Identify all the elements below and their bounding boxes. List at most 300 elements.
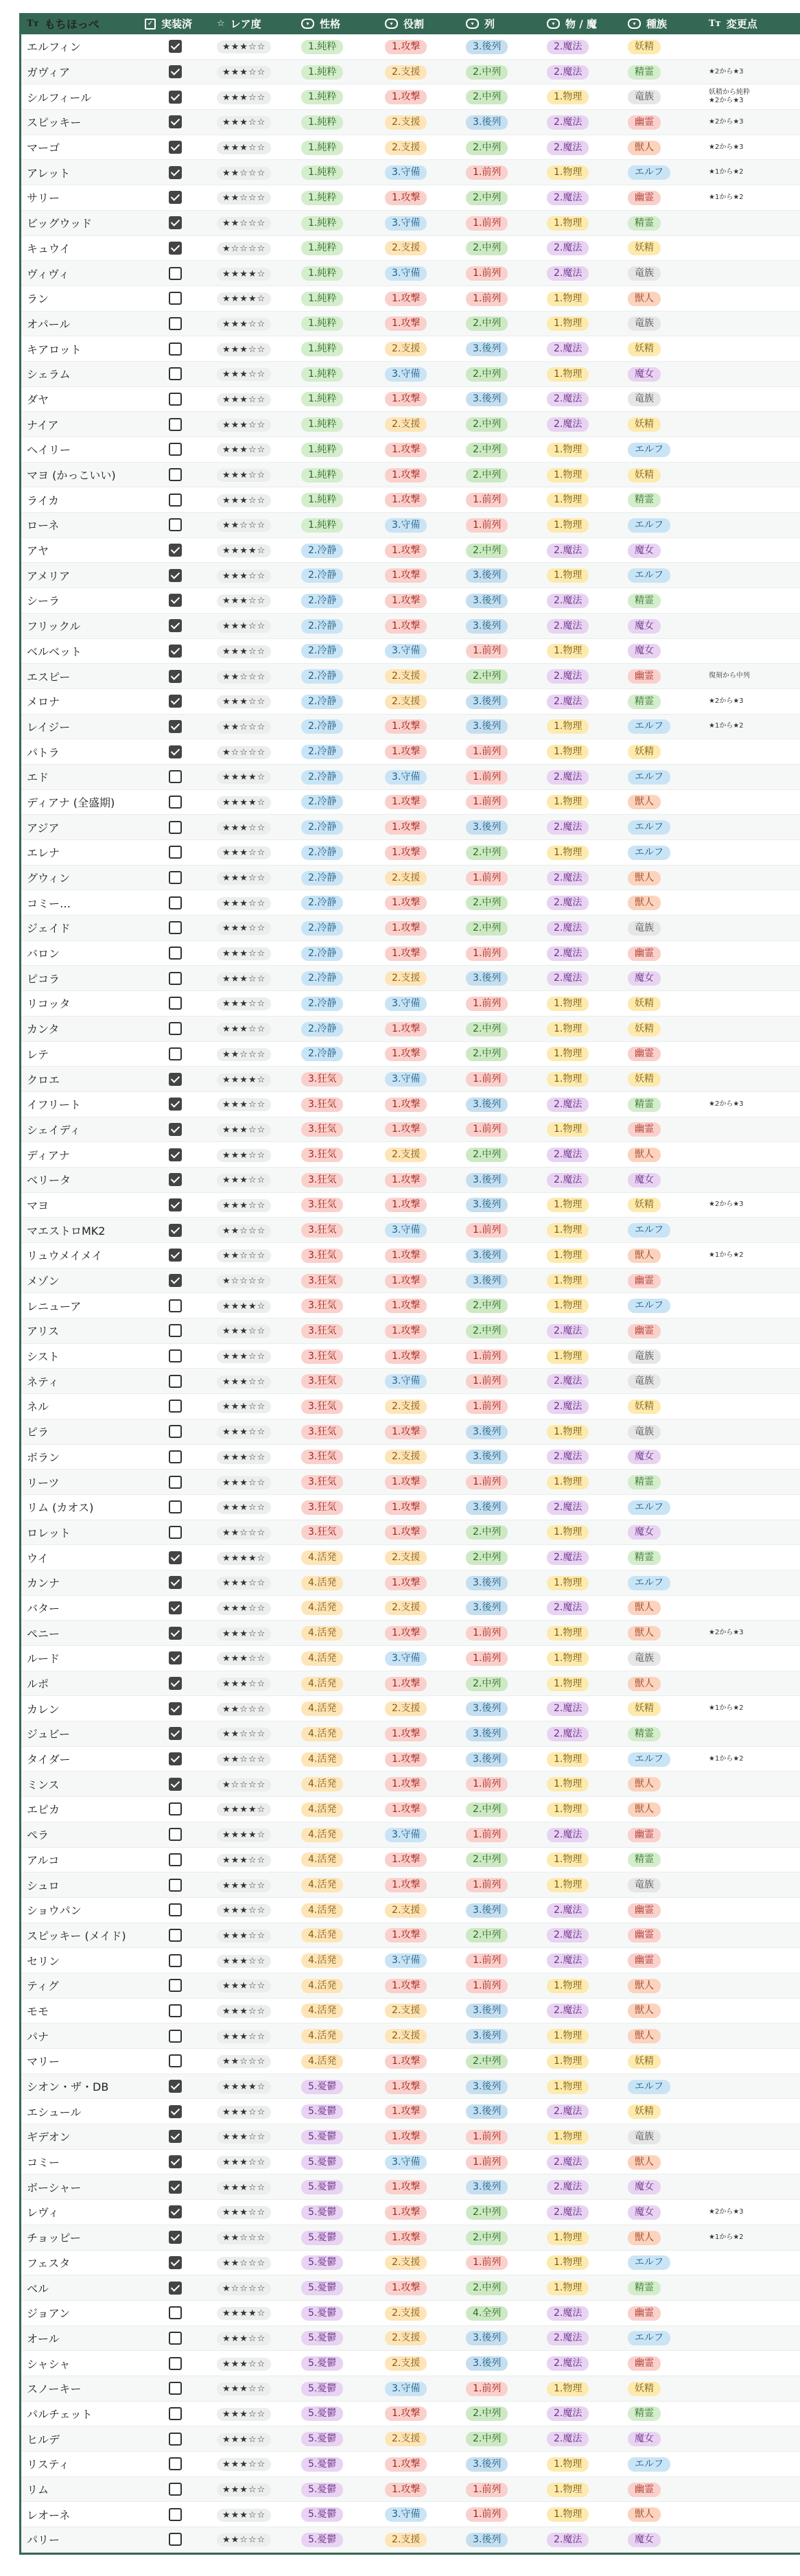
table-row[interactable]: [21, 1797, 800, 1822]
name-cell[interactable]: マヨ: [27, 1198, 49, 1212]
type-cell[interactable]: [541, 1399, 622, 1414]
table-row[interactable]: [21, 463, 800, 488]
type-cell[interactable]: [541, 1701, 622, 1716]
race-cell[interactable]: [622, 1802, 703, 1817]
personality-cell[interactable]: [296, 115, 379, 130]
personality-cell[interactable]: [296, 1273, 379, 1288]
personality-cell[interactable]: [296, 1122, 379, 1137]
line-cell[interactable]: [460, 820, 541, 835]
line-cell[interactable]: [460, 996, 541, 1011]
rarity-cell[interactable]: [211, 2507, 296, 2522]
name-cell[interactable]: ライカ: [27, 494, 60, 507]
rarity-cell[interactable]: [211, 140, 296, 154]
unchecked-checkbox[interactable]: [169, 2030, 182, 2043]
role-cell[interactable]: [379, 442, 460, 457]
race-cell[interactable]: [622, 1248, 703, 1263]
role-cell[interactable]: [379, 1676, 460, 1691]
race-cell[interactable]: [622, 1500, 703, 1515]
rarity-cell[interactable]: [211, 1878, 296, 1892]
table-row[interactable]: [21, 1319, 800, 1344]
unchecked-checkbox[interactable]: [169, 1400, 182, 1413]
name-cell[interactable]: ヒルデ: [27, 2433, 60, 2446]
line-cell[interactable]: [460, 1550, 541, 1565]
table-row[interactable]: [21, 1696, 800, 1721]
line-cell[interactable]: [460, 240, 541, 255]
unchecked-checkbox[interactable]: [169, 2332, 182, 2345]
implemented-cell[interactable]: [139, 871, 211, 884]
line-cell[interactable]: [460, 165, 541, 180]
implemented-cell[interactable]: [139, 645, 211, 658]
table-row[interactable]: [21, 1973, 800, 1999]
rarity-cell[interactable]: [211, 1097, 296, 1111]
type-cell[interactable]: [541, 2255, 622, 2270]
unchecked-checkbox[interactable]: [169, 317, 182, 330]
personality-cell[interactable]: [296, 845, 379, 860]
role-cell[interactable]: [379, 2028, 460, 2043]
race-cell[interactable]: [622, 643, 703, 658]
implemented-cell[interactable]: [139, 292, 211, 305]
unchecked-checkbox[interactable]: [169, 770, 182, 783]
type-cell[interactable]: [541, 467, 622, 483]
role-cell[interactable]: [379, 568, 460, 583]
personality-cell[interactable]: [296, 694, 379, 709]
implemented-cell[interactable]: [139, 2155, 211, 2168]
line-cell[interactable]: [460, 1827, 541, 1842]
name-cell[interactable]: バロン: [27, 947, 60, 961]
checked-checkbox[interactable]: [169, 91, 182, 104]
line-cell[interactable]: [460, 2104, 541, 2119]
name-cell[interactable]: パナ: [27, 2030, 49, 2043]
personality-cell[interactable]: [296, 89, 379, 104]
type-cell[interactable]: [541, 1676, 622, 1691]
role-cell[interactable]: [379, 643, 460, 658]
rarity-cell[interactable]: [211, 1853, 296, 1867]
implemented-cell[interactable]: [139, 2130, 211, 2143]
implemented-cell[interactable]: [139, 317, 211, 330]
personality-cell[interactable]: [296, 240, 379, 255]
personality-cell[interactable]: [296, 794, 379, 809]
implemented-cell[interactable]: [139, 468, 211, 481]
name-cell[interactable]: エピカ: [27, 1803, 60, 1817]
rarity-cell[interactable]: [211, 165, 296, 180]
line-cell[interactable]: [460, 518, 541, 533]
rarity-cell[interactable]: [211, 1551, 296, 1565]
line-cell[interactable]: [460, 744, 541, 759]
unchecked-checkbox[interactable]: [169, 2533, 182, 2546]
rarity-cell[interactable]: [211, 2306, 296, 2320]
table-row[interactable]: [21, 538, 800, 564]
race-cell[interactable]: [622, 39, 703, 54]
race-cell[interactable]: [622, 1651, 703, 1666]
role-cell[interactable]: [379, 165, 460, 180]
table-row[interactable]: [21, 1570, 800, 1596]
table-row[interactable]: [21, 1545, 800, 1570]
unchecked-checkbox[interactable]: [169, 947, 182, 960]
role-cell[interactable]: [379, 971, 460, 986]
type-cell[interactable]: [541, 1097, 622, 1112]
type-cell[interactable]: [541, 216, 622, 231]
name-cell[interactable]: リスティ: [27, 2458, 70, 2472]
role-cell[interactable]: [379, 2179, 460, 2194]
race-cell[interactable]: [622, 391, 703, 406]
type-cell[interactable]: [541, 2104, 622, 2119]
implemented-cell[interactable]: [139, 2030, 211, 2043]
name-cell[interactable]: スピッキー (メイド): [27, 1929, 126, 1942]
type-cell[interactable]: [541, 2155, 622, 2170]
table-row[interactable]: [21, 689, 800, 715]
rarity-cell[interactable]: [211, 1601, 296, 1615]
unchecked-checkbox[interactable]: [169, 2306, 182, 2319]
table-row[interactable]: [21, 2376, 800, 2402]
checked-checkbox[interactable]: [169, 2282, 182, 2295]
implemented-cell[interactable]: [139, 1299, 211, 1312]
name-cell[interactable]: ネル: [27, 1400, 49, 1414]
name-cell[interactable]: ピラ: [27, 1426, 49, 1439]
rarity-cell[interactable]: [211, 1726, 296, 1741]
role-cell[interactable]: [379, 1474, 460, 1489]
changes-cell[interactable]: ★1から★2: [709, 168, 744, 176]
race-cell[interactable]: [622, 1953, 703, 1968]
rarity-cell[interactable]: [211, 795, 296, 809]
implemented-cell[interactable]: [139, 1224, 211, 1237]
rarity-cell[interactable]: [211, 1651, 296, 1665]
checked-checkbox[interactable]: [169, 1601, 182, 1614]
implemented-cell[interactable]: [139, 1627, 211, 1640]
name-cell[interactable]: オール: [27, 2332, 60, 2345]
race-cell[interactable]: [622, 240, 703, 255]
name-cell[interactable]: オパール: [27, 317, 71, 331]
checked-checkbox[interactable]: [169, 2205, 182, 2218]
implemented-cell[interactable]: [139, 1098, 211, 1111]
table-row[interactable]: [21, 588, 800, 614]
unchecked-checkbox[interactable]: [169, 2433, 182, 2446]
race-cell[interactable]: [622, 1776, 703, 1791]
table-row[interactable]: [21, 2225, 800, 2251]
personality-cell[interactable]: [296, 1776, 379, 1791]
type-cell[interactable]: [541, 1298, 622, 1313]
type-cell[interactable]: [541, 2129, 622, 2144]
race-cell[interactable]: [622, 1978, 703, 1993]
type-cell[interactable]: [541, 794, 622, 809]
personality-cell[interactable]: [296, 769, 379, 785]
implemented-cell[interactable]: [139, 242, 211, 255]
role-cell[interactable]: [379, 367, 460, 382]
rarity-cell[interactable]: [211, 2331, 296, 2345]
implemented-cell[interactable]: [139, 443, 211, 456]
table-row[interactable]: [21, 2326, 800, 2352]
race-cell[interactable]: [622, 543, 703, 558]
table-row[interactable]: [21, 1721, 800, 1747]
personality-cell[interactable]: [296, 165, 379, 180]
implemented-cell[interactable]: [139, 695, 211, 708]
role-cell[interactable]: [379, 2003, 460, 2018]
personality-cell[interactable]: [296, 2028, 379, 2043]
table-row[interactable]: [21, 1344, 800, 1369]
line-cell[interactable]: [460, 1625, 541, 1640]
column-header-type[interactable]: [541, 13, 622, 34]
implemented-cell[interactable]: [139, 1979, 211, 1992]
personality-cell[interactable]: [296, 618, 379, 634]
table-row[interactable]: [21, 1822, 800, 1848]
changes-cell[interactable]: ★1から★2: [709, 1251, 744, 1259]
name-cell[interactable]: ギデオン: [27, 2131, 71, 2144]
name-cell[interactable]: ボラン: [27, 1450, 60, 1464]
checked-checkbox[interactable]: [169, 216, 182, 229]
implemented-cell[interactable]: [139, 1828, 211, 1841]
race-cell[interactable]: [622, 1399, 703, 1414]
checked-checkbox[interactable]: [169, 141, 182, 154]
personality-cell[interactable]: [296, 1298, 379, 1313]
line-cell[interactable]: [460, 643, 541, 658]
implemented-cell[interactable]: [139, 2054, 211, 2067]
race-cell[interactable]: [622, 2482, 703, 2497]
race-cell[interactable]: [622, 1197, 703, 1212]
rarity-cell[interactable]: [211, 920, 296, 935]
name-cell[interactable]: セリン: [27, 1954, 60, 1968]
table-row[interactable]: [21, 185, 800, 211]
name-cell[interactable]: ウイ: [27, 1551, 49, 1565]
race-cell[interactable]: [622, 2054, 703, 2069]
table-row[interactable]: [21, 110, 800, 135]
name-cell[interactable]: マーゴ: [27, 141, 60, 155]
name-cell[interactable]: シェラム: [27, 368, 71, 382]
personality-cell[interactable]: [296, 467, 379, 483]
type-cell[interactable]: [541, 1802, 622, 1817]
role-cell[interactable]: [379, 1802, 460, 1817]
table-row[interactable]: [21, 916, 800, 941]
implemented-cell[interactable]: [139, 1274, 211, 1287]
role-cell[interactable]: [379, 266, 460, 281]
implemented-cell[interactable]: [139, 1500, 211, 1513]
unchecked-checkbox[interactable]: [169, 1802, 182, 1815]
name-cell[interactable]: キュウイ: [27, 242, 71, 255]
role-cell[interactable]: [379, 2129, 460, 2144]
rarity-cell[interactable]: [211, 216, 296, 230]
rarity-cell[interactable]: [211, 2104, 296, 2119]
unchecked-checkbox[interactable]: [169, 2483, 182, 2496]
race-cell[interactable]: [622, 2431, 703, 2446]
type-cell[interactable]: [541, 2306, 622, 2321]
type-cell[interactable]: [541, 744, 622, 759]
race-cell[interactable]: [622, 1222, 703, 1238]
role-cell[interactable]: [379, 1726, 460, 1741]
table-row[interactable]: [21, 2426, 800, 2452]
implemented-cell[interactable]: [139, 1123, 211, 1136]
implemented-cell[interactable]: [139, 1702, 211, 1715]
role-cell[interactable]: [379, 543, 460, 558]
line-cell[interactable]: [460, 1273, 541, 1288]
race-cell[interactable]: [622, 2104, 703, 2119]
type-cell[interactable]: [541, 442, 622, 457]
race-cell[interactable]: [622, 442, 703, 457]
table-row[interactable]: [21, 2452, 800, 2477]
table-row[interactable]: [21, 2275, 800, 2301]
type-cell[interactable]: [541, 165, 622, 180]
line-cell[interactable]: [460, 1248, 541, 1263]
race-cell[interactable]: [622, 744, 703, 759]
implemented-cell[interactable]: [139, 2508, 211, 2521]
table-row[interactable]: [21, 1268, 800, 1294]
personality-cell[interactable]: [296, 2054, 379, 2069]
type-cell[interactable]: [541, 65, 622, 80]
table-row[interactable]: [21, 1419, 800, 1445]
type-cell[interactable]: [541, 1978, 622, 1993]
rarity-cell[interactable]: [211, 1827, 296, 1842]
personality-cell[interactable]: [296, 2457, 379, 2472]
role-cell[interactable]: [379, 2054, 460, 2069]
role-cell[interactable]: [379, 316, 460, 331]
personality-cell[interactable]: [296, 2104, 379, 2119]
table-row[interactable]: [21, 1848, 800, 1873]
rarity-cell[interactable]: [211, 870, 296, 885]
implemented-cell[interactable]: [139, 2231, 211, 2244]
type-cell[interactable]: [541, 593, 622, 608]
name-cell[interactable]: スノーキー: [27, 2382, 82, 2396]
table-row[interactable]: [21, 1621, 800, 1646]
role-cell[interactable]: [379, 694, 460, 709]
name-cell[interactable]: スピッキー: [27, 116, 82, 130]
line-cell[interactable]: [460, 39, 541, 54]
personality-cell[interactable]: [296, 1701, 379, 1716]
table-row[interactable]: [21, 2251, 800, 2276]
table-row[interactable]: [21, 412, 800, 437]
table-row[interactable]: [21, 1017, 800, 1042]
name-cell[interactable]: エド: [27, 771, 49, 785]
race-cell[interactable]: [622, 1298, 703, 1313]
unchecked-checkbox[interactable]: [169, 1954, 182, 1967]
name-cell[interactable]: レテ: [27, 1047, 49, 1061]
role-cell[interactable]: [379, 2205, 460, 2220]
table-row[interactable]: [21, 966, 800, 991]
race-cell[interactable]: [622, 1373, 703, 1389]
personality-cell[interactable]: [296, 1046, 379, 1061]
personality-cell[interactable]: [296, 65, 379, 80]
personality-cell[interactable]: [296, 2532, 379, 2547]
column-header-rarity[interactable]: [211, 13, 296, 34]
rarity-cell[interactable]: [211, 618, 296, 633]
unchecked-checkbox[interactable]: [169, 1903, 182, 1916]
name-cell[interactable]: エルフィン: [27, 40, 81, 54]
type-cell[interactable]: [541, 1248, 622, 1263]
type-cell[interactable]: [541, 2054, 622, 2069]
line-cell[interactable]: [460, 2532, 541, 2547]
line-cell[interactable]: [460, 2079, 541, 2094]
name-cell[interactable]: チョッピー: [27, 2231, 81, 2245]
implemented-cell[interactable]: [139, 216, 211, 229]
role-cell[interactable]: [379, 2306, 460, 2321]
type-cell[interactable]: [541, 2205, 622, 2220]
checked-checkbox[interactable]: [169, 619, 182, 632]
name-cell[interactable]: マリー: [27, 2055, 60, 2069]
type-cell[interactable]: [541, 1953, 622, 1968]
name-cell[interactable]: パリー: [27, 2533, 60, 2547]
type-cell[interactable]: [541, 1021, 622, 1036]
type-cell[interactable]: [541, 2179, 622, 2194]
table-row[interactable]: [21, 160, 800, 185]
personality-cell[interactable]: [296, 1752, 379, 1767]
rarity-cell[interactable]: [211, 1223, 296, 1238]
role-cell[interactable]: [379, 1273, 460, 1288]
name-cell[interactable]: ディアナ (全盛期): [27, 796, 115, 809]
rarity-cell[interactable]: [211, 2129, 296, 2144]
name-cell[interactable]: ペニー: [27, 1627, 60, 1640]
name-cell[interactable]: シェイディ: [27, 1123, 81, 1137]
rarity-cell[interactable]: [211, 1148, 296, 1162]
implemented-cell[interactable]: [139, 1601, 211, 1614]
rarity-cell[interactable]: [211, 946, 296, 960]
line-cell[interactable]: [460, 115, 541, 130]
implemented-cell[interactable]: [139, 1752, 211, 1765]
personality-cell[interactable]: [296, 1222, 379, 1238]
rarity-cell[interactable]: [211, 442, 296, 456]
name-cell[interactable]: フェスタ: [27, 2256, 71, 2270]
name-cell[interactable]: コミー: [27, 2156, 60, 2170]
changes-cell[interactable]: 妖精から純粋 ★2から★3: [709, 89, 750, 105]
personality-cell[interactable]: [296, 1097, 379, 1112]
personality-cell[interactable]: [296, 1600, 379, 1615]
table-row[interactable]: [21, 2023, 800, 2049]
personality-cell[interactable]: [296, 2129, 379, 2144]
checked-checkbox[interactable]: [169, 1576, 182, 1589]
changes-cell[interactable]: ★1から★2: [709, 193, 744, 201]
name-cell[interactable]: エスピー: [27, 670, 71, 684]
role-cell[interactable]: [379, 845, 460, 860]
name-cell[interactable]: シュロ: [27, 1879, 60, 1892]
implemented-cell[interactable]: [139, 2407, 211, 2420]
unchecked-checkbox[interactable]: [169, 343, 182, 356]
name-cell[interactable]: ナイア: [27, 418, 59, 432]
changes-cell[interactable]: ★2から★3: [709, 1629, 744, 1637]
role-cell[interactable]: [379, 946, 460, 961]
rarity-cell[interactable]: [211, 568, 296, 583]
type-cell[interactable]: [541, 543, 622, 558]
table-row[interactable]: [21, 286, 800, 312]
rarity-cell[interactable]: [211, 2180, 296, 2194]
line-cell[interactable]: [460, 2155, 541, 2170]
name-cell[interactable]: エレナ: [27, 846, 60, 860]
implemented-cell[interactable]: [139, 821, 211, 834]
race-cell[interactable]: [622, 719, 703, 734]
implemented-cell[interactable]: [139, 2533, 211, 2546]
table-row[interactable]: [21, 2351, 800, 2376]
rarity-cell[interactable]: [211, 392, 296, 406]
rarity-cell[interactable]: [211, 1953, 296, 1968]
role-cell[interactable]: [379, 1373, 460, 1389]
type-cell[interactable]: [541, 1122, 622, 1137]
name-cell[interactable]: サリー: [27, 192, 60, 205]
line-cell[interactable]: [460, 593, 541, 608]
role-cell[interactable]: [379, 417, 460, 432]
role-cell[interactable]: [379, 870, 460, 885]
table-row[interactable]: [21, 387, 800, 413]
role-cell[interactable]: [379, 744, 460, 759]
line-cell[interactable]: [460, 2457, 541, 2472]
rarity-cell[interactable]: [211, 1323, 296, 1338]
line-cell[interactable]: [460, 1752, 541, 1767]
rarity-cell[interactable]: [211, 769, 296, 784]
implemented-cell[interactable]: [139, 1879, 211, 1892]
race-cell[interactable]: [622, 1147, 703, 1162]
unchecked-checkbox[interactable]: [169, 2054, 182, 2067]
race-cell[interactable]: [622, 996, 703, 1011]
changes-cell[interactable]: ★1から★2: [709, 2233, 744, 2241]
role-cell[interactable]: [379, 1197, 460, 1212]
name-cell[interactable]: グウィン: [27, 872, 71, 885]
rarity-cell[interactable]: [211, 971, 296, 986]
role-cell[interactable]: [379, 1046, 460, 1061]
line-cell[interactable]: [460, 2406, 541, 2421]
type-cell[interactable]: [541, 1349, 622, 1364]
